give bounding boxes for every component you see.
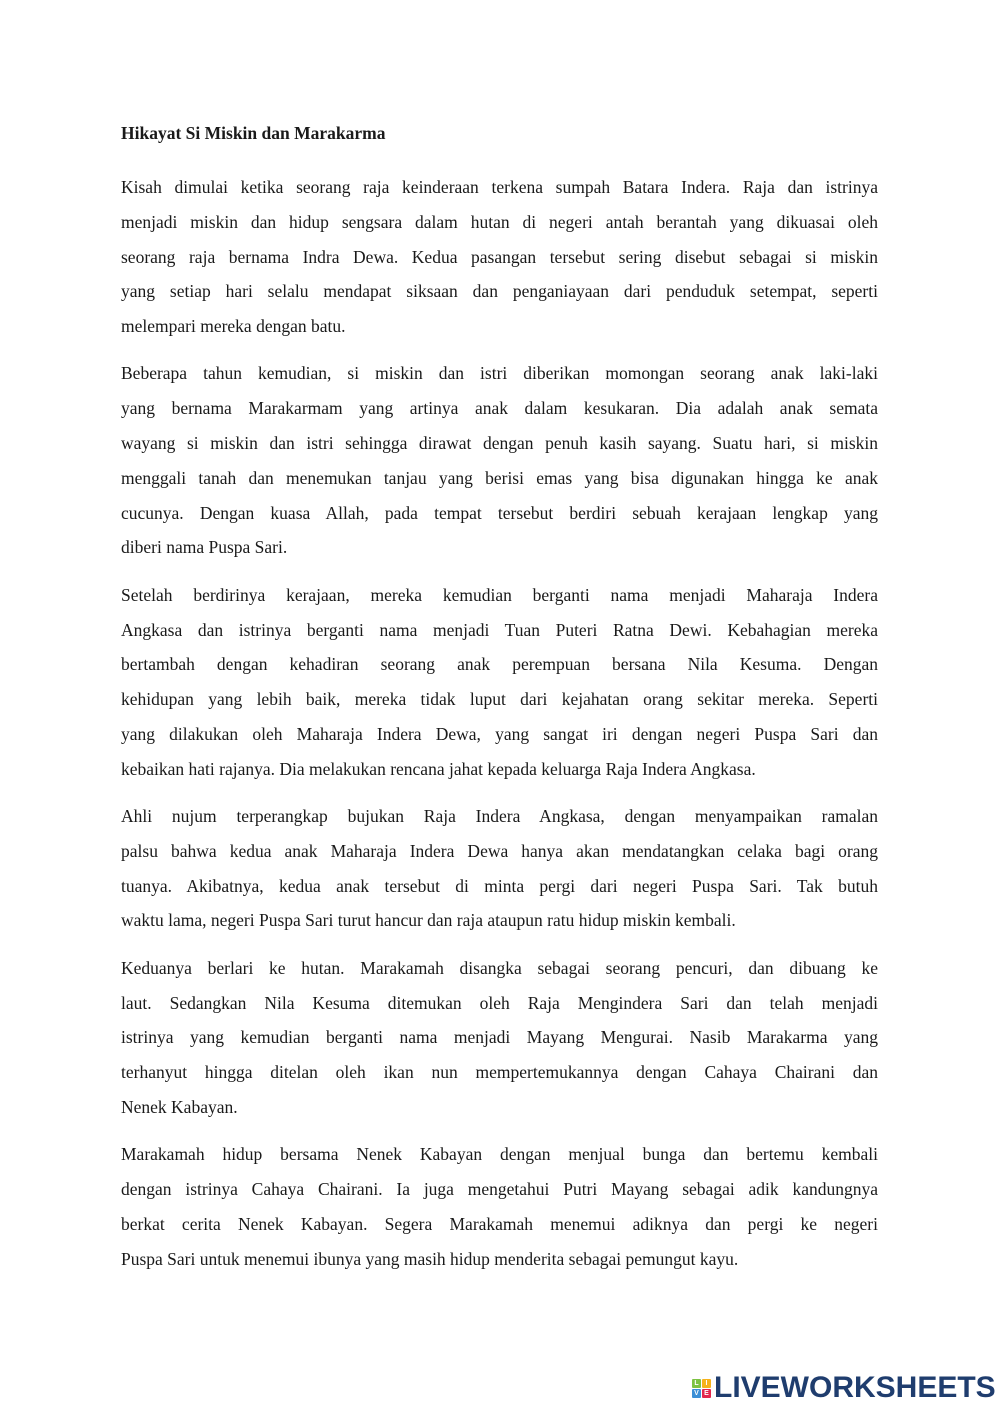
text-line: bertambah dengan kehadiran seorang anak perempuan bersana Nila Kesuma. Dengan bbox=[121, 654, 878, 675]
text-line: kehidupan yang lebih baik, mereka tidak luput dari kejahatan orang sekitar mereka. Seperti bbox=[121, 689, 878, 710]
text-line: Beberapa tahun kemudian, si miskin dan istri diberikan momongan seorang anak laki-laki bbox=[121, 363, 878, 384]
text-line: yang bernama Marakarmam yang artinya anak dalam kesukaran. Dia adalah anak semata bbox=[121, 398, 878, 419]
paragraph bbox=[121, 356, 878, 565]
text-line: Marakamah hidup bersama Nenek Kabayan dengan menjual bunga dan bertemu kembali bbox=[121, 1144, 878, 1165]
logo-tiles-icon bbox=[692, 1379, 711, 1398]
text-line: Ahli nujum terperangkap bujukan Raja Indera Angkasa, dengan menyampaikan ramalan bbox=[121, 806, 878, 827]
logo-tile: V bbox=[692, 1389, 701, 1398]
paragraph bbox=[121, 799, 878, 938]
paragraph bbox=[121, 170, 878, 344]
text-line: Nenek Kabayan. bbox=[121, 1096, 238, 1117]
text-line: yang setiap hari selalu mendapat siksaan dan penganiayaan dari penduduk setempat, seperti bbox=[121, 281, 878, 302]
text-line: Puspa Sari untuk menemui ibunya yang masih hidup menderita sebagai pemungut kayu. bbox=[121, 1248, 739, 1269]
text-line: dengan istrinya Cahaya Chairani. Ia juga mengetahui Putri Mayang sebagai adik kandungnya bbox=[121, 1179, 878, 1200]
text-line: palsu bahwa kedua anak Maharaja Indera Dewa hanya akan mendatangkan celaka bagi orang bbox=[121, 840, 878, 861]
document-title: Hikayat Si Miskin dan Marakarma bbox=[121, 123, 386, 143]
text-line: cucunya. Dengan kuasa Allah, pada tempat tersebut berdiri sebuah kerajaan lengkap yang bbox=[121, 502, 878, 523]
logo-tile: L bbox=[692, 1379, 701, 1388]
text-line: Angkasa dan istrinya berganti nama menjadi Tuan Puteri Ratna Dewi. Kebahagian mereka bbox=[121, 619, 878, 640]
logo-tile: E bbox=[702, 1389, 711, 1398]
text-line: Setelah berdirinya kerajaan, mereka kemudian berganti nama menjadi Maharaja Indera bbox=[121, 584, 878, 605]
text-line: kebaikan hati rajanya. Dia melakukan rencana jahat kepada keluarga Raja Indera Angkasa. bbox=[121, 758, 756, 779]
liveworksheets-logo bbox=[692, 1373, 996, 1403]
text-line: terhanyut hingga ditelan oleh ikan nun mempertemukannya dengan Cahaya Chairani dan bbox=[121, 1062, 878, 1083]
text-line: berkat cerita Nenek Kabayan. Segera Marakamah menemui adiknya dan pergi ke negeri bbox=[121, 1213, 878, 1234]
text-line: tuanya. Akibatnya, kedua anak tersebut di minta pergi dari negeri Puspa Sari. Tak butuh bbox=[121, 875, 878, 896]
paragraph bbox=[121, 951, 878, 1125]
text-line: menjadi miskin dan hidup sengsara dalam hutan di negeri antah berantah yang dikuasai oleh bbox=[121, 211, 878, 232]
text-line: laut. Sedangkan Nila Kesuma ditemukan oleh Raja Mengindera Sari dan telah menjadi bbox=[121, 992, 878, 1013]
text-line: waktu lama, negeri Puspa Sari turut hancur dan raja ataupun ratu hidup miskin kembali. bbox=[121, 910, 736, 931]
text-line: seorang raja bernama Indra Dewa. Kedua pasangan tersebut sering disebut sebagai si miskin bbox=[121, 246, 878, 267]
text-line: menggali tanah dan menemukan tanjau yang berisi emas yang bisa digunakan hingga ke anak bbox=[121, 467, 878, 488]
text-line: melempari mereka dengan batu. bbox=[121, 316, 346, 337]
paragraphs bbox=[121, 170, 878, 1276]
logo-tile: I bbox=[702, 1379, 711, 1388]
logo-text: LIVEWORKSHEETS bbox=[714, 1371, 996, 1404]
text-line: Kisah dimulai ketika seorang raja keinderaan terkena sumpah Batara Indera. Raja dan istrinya bbox=[121, 177, 878, 197]
text-line: wayang si miskin dan istri sehingga dirawat dengan penuh kasih sayang. Suatu hari, si miskin bbox=[121, 433, 878, 454]
text-line: istrinya yang kemudian berganti nama menjadi Mayang Mengurai. Nasib Marakarma yang bbox=[121, 1027, 878, 1048]
paragraph bbox=[121, 578, 878, 787]
paragraph bbox=[121, 1137, 878, 1276]
text-line: yang dilakukan oleh Maharaja Indera Dewa, yang sangat iri dengan negeri Puspa Sari dan bbox=[121, 723, 878, 744]
document-body bbox=[121, 121, 878, 1289]
text-line: Keduanya berlari ke hutan. Marakamah disangka sebagai seorang pencuri, dan dibuang ke bbox=[121, 957, 878, 978]
text-line: diberi nama Puspa Sari. bbox=[121, 537, 288, 558]
